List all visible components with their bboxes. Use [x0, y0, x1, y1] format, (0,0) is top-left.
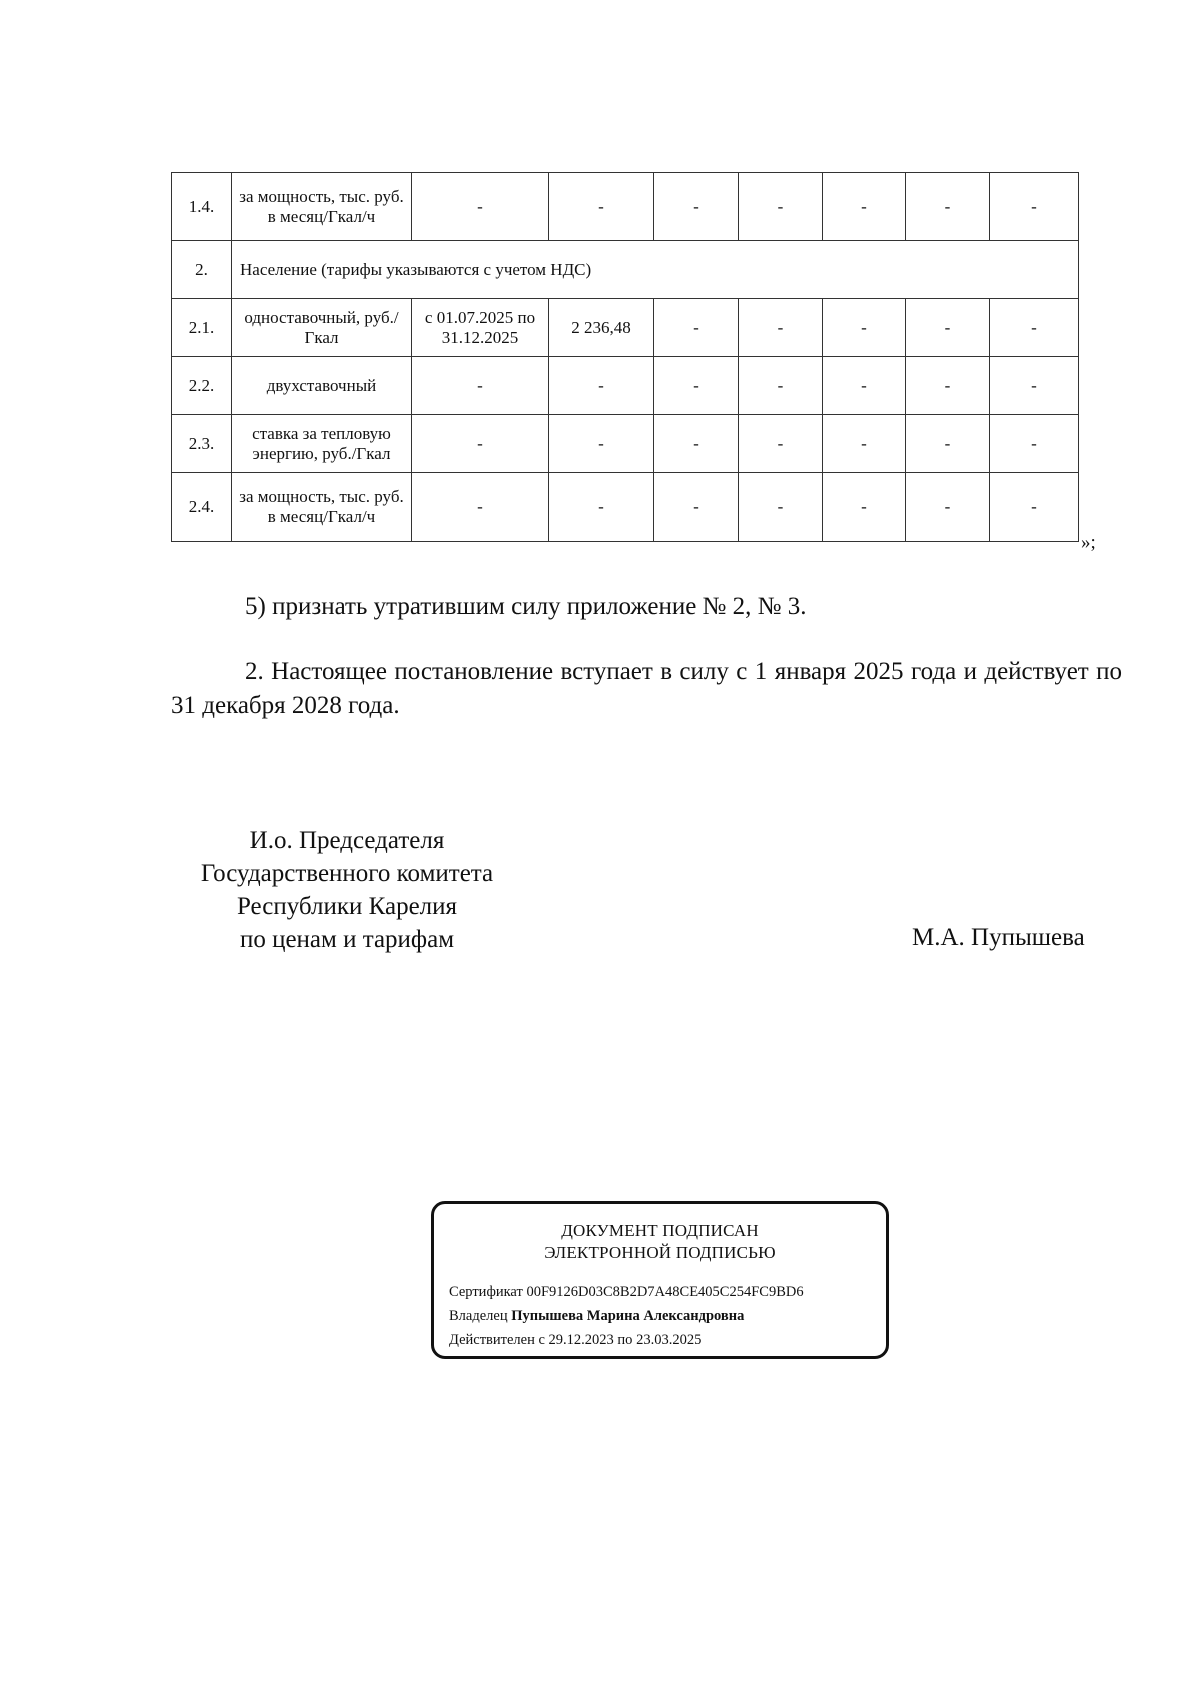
- table-cell: -: [412, 415, 549, 473]
- table-cell: -: [990, 173, 1079, 241]
- table-cell: -: [990, 473, 1079, 542]
- period-cell: с 01.07.2025 по 31.12.2025: [412, 299, 549, 357]
- row-number: 2.: [172, 241, 232, 299]
- valid-from-word: с: [538, 1332, 545, 1348]
- tariff-table: [171, 172, 1079, 542]
- stamp-header: [434, 1220, 886, 1264]
- table-cell: -: [654, 473, 739, 542]
- signatory-title: [171, 824, 523, 956]
- table-cell: -: [906, 415, 990, 473]
- table-cell: -: [823, 415, 906, 473]
- valid-label: Действителен: [449, 1332, 535, 1348]
- row-label: за мощность, тыс. руб. в месяц/Гкал/ч: [232, 473, 412, 542]
- table-cell: -: [654, 357, 739, 415]
- row-number: 2.2.: [172, 357, 232, 415]
- table-cell: -: [739, 473, 823, 542]
- certificate-label: Сертификат: [449, 1284, 523, 1300]
- table-cell: -: [549, 473, 654, 542]
- table-cell: -: [823, 357, 906, 415]
- signatory-title-line: И.о. Председателя: [249, 827, 445, 854]
- table-cell: -: [906, 357, 990, 415]
- table-cell: -: [412, 473, 549, 542]
- table-cell: -: [654, 415, 739, 473]
- table-cell: -: [906, 473, 990, 542]
- row-number: 2.3.: [172, 415, 232, 473]
- row-label: одноставочный, руб./Гкал: [232, 299, 412, 357]
- table-cell: -: [654, 173, 739, 241]
- row-label: двухставочный: [232, 357, 412, 415]
- row-number: 1.4.: [172, 173, 232, 241]
- table-cell: -: [990, 299, 1079, 357]
- row-label: ставка за тепловую энергию, руб./Гкал: [232, 415, 412, 473]
- certificate-value: 00F9126D03C8B2D7A48CE405C254FC9BD6: [526, 1284, 804, 1300]
- table-row: [172, 357, 1079, 415]
- row-label: за мощность, тыс. руб. в месяц/Гкал/ч: [232, 173, 412, 241]
- paragraph-item-2: 2. Настоящее постановление вступает в силу с 1 января 2025 года и действует по 31 декабря 2028 года.: [171, 658, 1122, 719]
- row-number: 2.1.: [172, 299, 232, 357]
- valid-from-date: 29.12.2023: [548, 1332, 614, 1348]
- table-row: [172, 173, 1079, 241]
- section-heading: Население (тарифы указываются с учетом НДС): [232, 241, 1079, 299]
- signatory-title-line: по ценам и тарифам: [239, 926, 455, 953]
- table-cell: -: [549, 173, 654, 241]
- table-cell: -: [654, 299, 739, 357]
- table-row: [172, 299, 1079, 357]
- table-cell: -: [739, 415, 823, 473]
- table-cell: -: [906, 173, 990, 241]
- table-row: [172, 473, 1079, 542]
- table-cell: -: [412, 173, 549, 241]
- signatory-title-line: Государственного комитета: [200, 860, 494, 887]
- valid-to-date: 23.03.2025: [636, 1332, 702, 1348]
- table-cell: -: [549, 415, 654, 473]
- signatory-title-line: Республики Карелия: [236, 893, 458, 920]
- table-cell: -: [739, 299, 823, 357]
- stamp-certificate: [449, 1282, 804, 1302]
- valid-to-word: по: [617, 1332, 633, 1348]
- table-cell: -: [823, 473, 906, 542]
- owner-value: Пупышева Марина Александровна: [511, 1308, 745, 1324]
- paragraph-item-5: 5) признать утратившим силу приложение № 2, № 3.: [245, 593, 807, 620]
- table-row: [172, 415, 1079, 473]
- table-cell: -: [412, 357, 549, 415]
- table-cell: -: [990, 357, 1079, 415]
- stamp-validity: [449, 1330, 701, 1350]
- table-cell: -: [823, 173, 906, 241]
- owner-label: Владелец: [449, 1308, 508, 1324]
- stamp-owner: [449, 1306, 744, 1326]
- row-number: 2.4.: [172, 473, 232, 542]
- table-cell: -: [549, 357, 654, 415]
- electronic-signature-stamp: [431, 1201, 889, 1359]
- table-cell: -: [906, 299, 990, 357]
- table-cell: -: [739, 357, 823, 415]
- table-cell: -: [823, 299, 906, 357]
- table-cell: -: [990, 415, 1079, 473]
- table-cell: -: [739, 173, 823, 241]
- tariff-value-cell: 2 236,48: [549, 299, 654, 357]
- table-row: [172, 241, 1079, 299]
- closing-quote-mark: »;: [1081, 532, 1096, 553]
- signatory-name: М.А. Пупышева: [912, 924, 1085, 951]
- stamp-header-line: ДОКУМЕНТ ПОДПИСАН: [561, 1221, 759, 1240]
- tariff-table-body: [172, 173, 1079, 542]
- stamp-header-line: ЭЛЕКТРОННОЙ ПОДПИСЬЮ: [544, 1243, 776, 1262]
